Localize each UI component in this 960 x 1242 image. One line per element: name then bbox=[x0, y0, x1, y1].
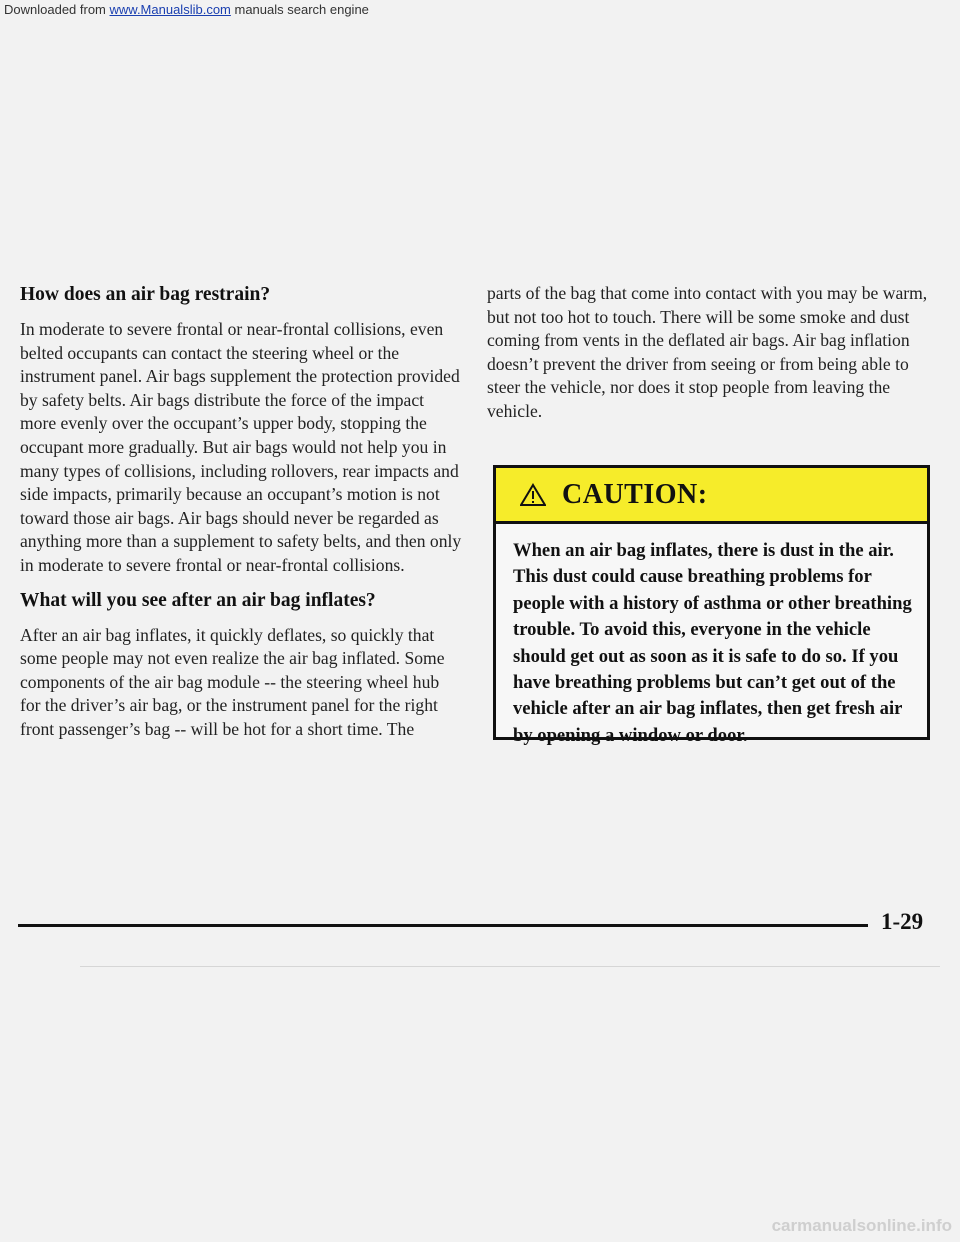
watermark-prefix: Downloaded from bbox=[4, 2, 110, 17]
faint-divider bbox=[80, 966, 940, 967]
manualslib-link[interactable]: www.Manualslib.com bbox=[109, 2, 231, 17]
caution-text: When an air bag inflates, there is dust in the air. This dust could cause breathing problems for people with a history of asthma or other breathing trouble. To avoid this, everyone in the vehicle should get out as soon as it is safe to do so. If you have breathing problems but can’t get out of the vehicle after an air bag inflates, then get fresh air by opening a window or door. bbox=[513, 540, 912, 746]
caution-box bbox=[493, 465, 930, 746]
caution-header bbox=[496, 468, 927, 524]
footer-rule bbox=[18, 924, 868, 927]
download-watermark bbox=[4, 2, 369, 17]
watermark-suffix: manuals search engine bbox=[230, 2, 369, 17]
caution-title: CAUTION: bbox=[562, 478, 708, 510]
page-number: 1-29 bbox=[881, 909, 924, 934]
heading-after-inflation: What will you see after an air bag inflates? bbox=[20, 589, 376, 611]
paragraph-restrain: In moderate to severe frontal or near-frontal collisions, even belted occupants can contact the steering wheel or the instrument panel. Air bags supplement the protection provided by safety belts. Air bags distribute the force of the impact more evenly over the occupant’s upper body, stopping the occupant more gradually. But air bags would not help you in many types of collisions, including rollovers, rear impacts and side impacts, primarily because an occupant’s motion is not toward those air bags. Air bags should never be regarded as anything more than a supplement to safety belts, and then only in moderate to severe frontal or near-frontal collisions. bbox=[20, 319, 462, 575]
warning-triangle-icon bbox=[520, 483, 546, 507]
paragraph-after-inflation: After an air bag inflates, it quickly deflates, so quickly that some people may not even realize the air bag inflated. Some components of the air bag module -- the steering wheel hub for the driver’s air bag, or the instrument panel for the right front passenger’s bag -- will be hot for a short time. The bbox=[20, 624, 445, 739]
right-column bbox=[487, 282, 937, 434]
carmanualsonline-watermark: carmanualsonline.info bbox=[771, 1216, 952, 1235]
left-column bbox=[20, 282, 462, 752]
heading-air-bag-restrain: How does an air bag restrain? bbox=[20, 284, 271, 305]
paragraph-continued: parts of the bag that come into contact with you may be warm, but not too hot to touch. There will be some smoke and dust coming from vents in the deflated air bags. Air bag inflation doesn’t prevent the driver from seeing or from being able to steer the vehicle, nor does it stop people from leaving the vehicle. bbox=[487, 283, 928, 421]
